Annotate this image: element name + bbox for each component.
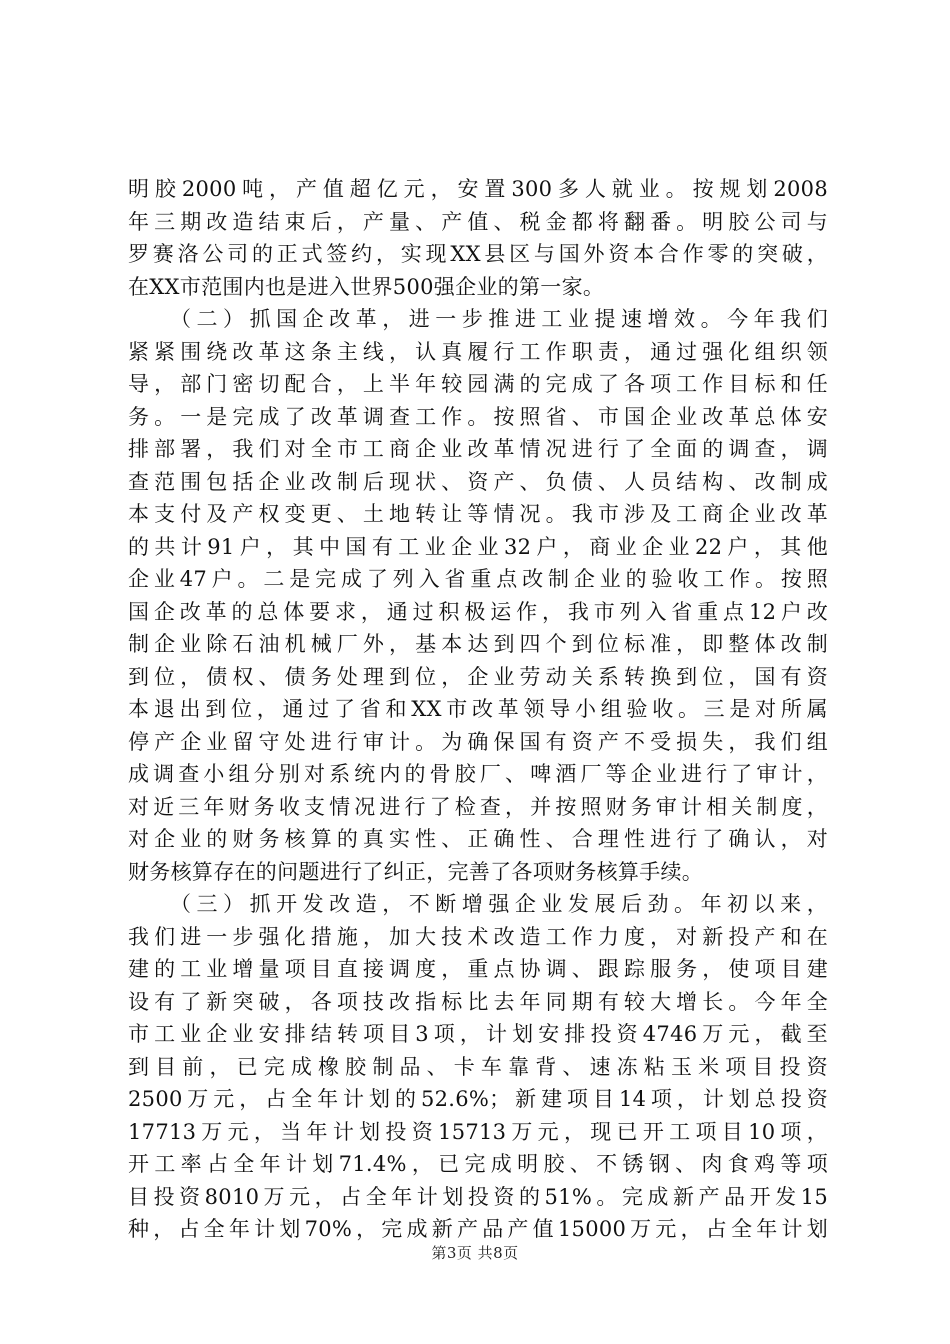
text-line: 罗赛洛公司的正式签约，实现XX县区与国外资本合作零的突破， xyxy=(128,242,828,266)
text-line: 本支付及产权变更、土地转让等情况。我市涉及工商企业改革 xyxy=(128,502,828,526)
text-line: 我们进一步强化措施，加大技术改造工作力度，对新投产和在 xyxy=(128,924,828,949)
text-line: 开工率占全年计划71.4%，已完成明胶、不锈钢、肉食鸡等项 xyxy=(128,1152,828,1176)
text-line: 明胶2000吨，产值超亿元，安置300多人就业。按规划2008 xyxy=(128,177,828,201)
text-line: 对近三年财务收支情况进行了检查，并按照财务审计相关制度， xyxy=(128,794,828,819)
text-line: 种，占全年计划70%，完成新产品产值15000万元，占全年计划 xyxy=(128,1217,828,1241)
text-line: 制企业除石油机械厂外，基本达到四个到位标准，即整体改制 xyxy=(128,632,828,656)
text-line: 17713万元，当年计划投资15713万元，现已开工项目10项， xyxy=(128,1119,828,1144)
text-line: 排部署，我们对全市工商企业改革情况进行了全面的调查，调 xyxy=(128,437,828,461)
text-line: 企业47户。二是完成了列入省重点改制企业的验收工作。按照 xyxy=(128,567,828,591)
text-line: 导，部门密切配合，上半年较园满的完成了各项工作目标和任 xyxy=(128,372,828,396)
text-line: 建的工业增量项目直接调度，重点协调、跟踪服务，使项目建 xyxy=(128,957,828,981)
text-line: 目投资8010万元，占全年计划投资的51%。完成新产品开发15 xyxy=(128,1184,828,1209)
section-heading-line: （三）抓开发改造，不断增强企业发展后劲。年初以来， xyxy=(170,892,828,916)
text-line: 成调查小组分别对系统内的骨胶厂、啤酒厂等企业进行了审计， xyxy=(128,762,828,786)
text-line: 设有了新突破，各项技改指标比去年同期有较大增长。今年全 xyxy=(128,989,828,1014)
text-line: 2500万元，占全年计划的52.6%；新建项目14项，计划总投资 xyxy=(128,1087,828,1111)
text-line: 到目前，已完成橡胶制品、卡车靠背、速冻粘玉米项目投资 xyxy=(128,1054,828,1079)
text-line: 紧紧围绕改革这条主线，认真履行工作职责，通过强化组织领 xyxy=(128,339,828,364)
text-line: 年三期改造结束后，产量、产值、税金都将翻番。明胶公司与 xyxy=(128,209,828,234)
text-line: 在XX市范围内也是进入世界500强企业的第一家。 xyxy=(128,274,605,299)
page-number-footer: 第3页 共8页 xyxy=(431,1244,519,1262)
text-line: 的共计91户，其中国有工业企业32户，商业企业22户，其他 xyxy=(128,534,828,559)
text-line: 查范围包括企业改制后现状、资产、负债、人员结构、改制成 xyxy=(128,469,828,494)
text-line: 国企改革的总体要求，通过积极运作，我市列入省重点12户改 xyxy=(128,599,828,624)
section-heading-line: （二）抓国企改革，进一步推进工业提速增效。今年我们 xyxy=(170,307,828,331)
text-line: 本退出到位，通过了省和XX市改革领导小组验收。三是对所属 xyxy=(128,697,828,721)
text-line: 到位，债权、债务处理到位，企业劳动关系转换到位，国有资 xyxy=(128,664,828,689)
text-line: 务。一是完成了改革调查工作。按照省、市国企业改革总体安 xyxy=(128,404,828,429)
text-line: 财务核算存在的问题进行了纠正，完善了各项财务核算手续。 xyxy=(128,859,704,884)
text-line: 市工业企业安排结转项目3项，计划安排投资4746万元，截至 xyxy=(128,1022,828,1046)
body-text xyxy=(128,173,828,1246)
text-line: 停产企业留守处进行审计。为确保国有资产不受损失，我们组 xyxy=(128,729,828,754)
text-line: 对企业的财务核算的真实性、正确性、合理性进行了确认，对 xyxy=(128,827,828,851)
